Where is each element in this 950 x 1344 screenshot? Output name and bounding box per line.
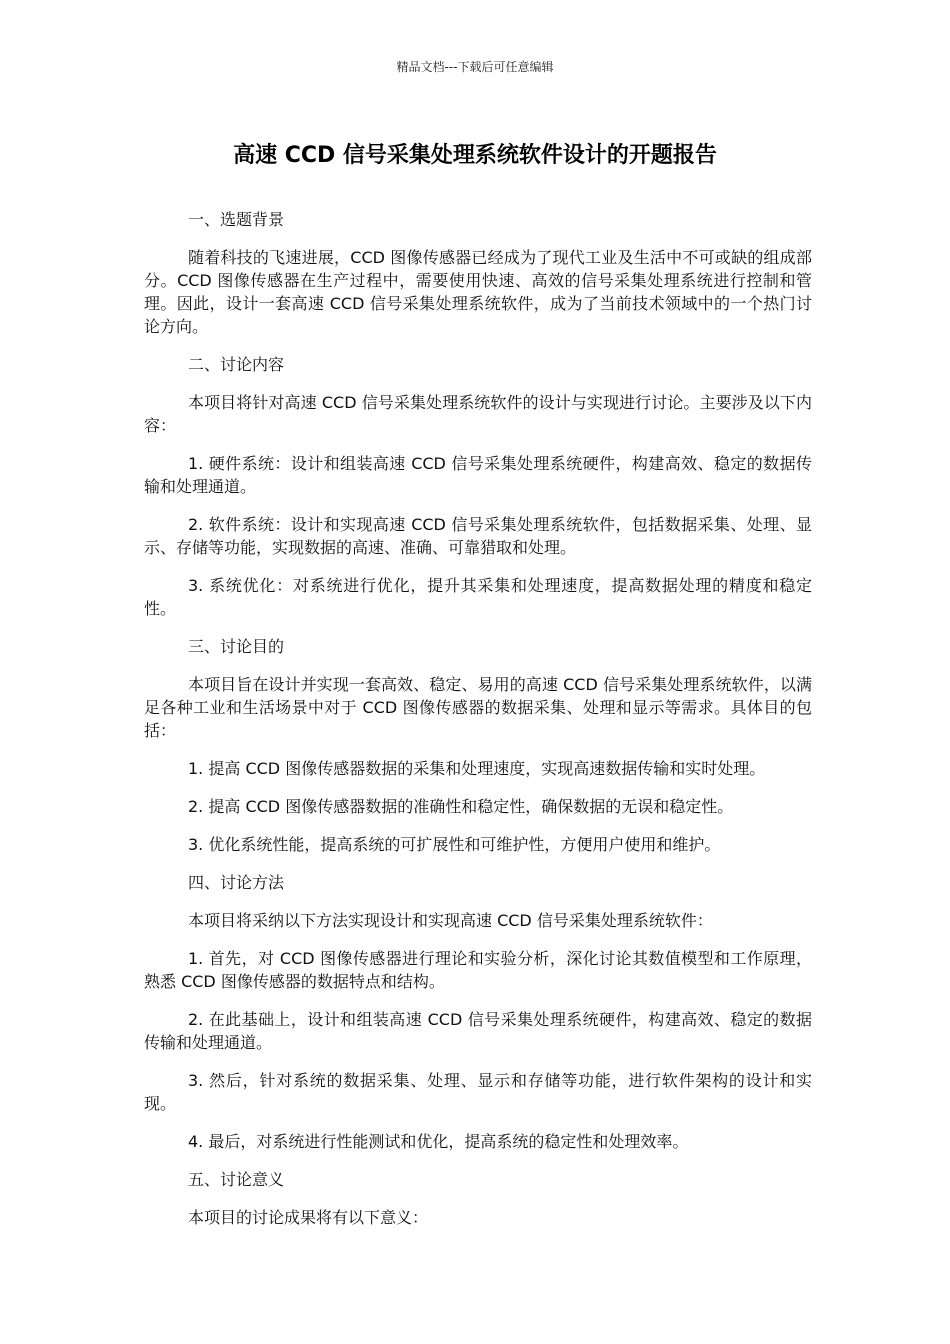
paragraph-method-item-4: 4. 最后，对系统进行性能测试和优化，提高系统的稳定性和处理效率。 bbox=[188, 1132, 689, 1151]
section-heading-method: 四、讨论方法 bbox=[188, 873, 285, 892]
paragraph-content-item-3: 3. 系统优化：对系统进行优化，提升其采集和处理速度，提高数据处理的精度和稳定性。 bbox=[144, 576, 812, 618]
section-heading-significance: 五、讨论意义 bbox=[188, 1170, 285, 1189]
document-title: 高速 CCD 信号采集处理系统软件设计的开题报告 bbox=[233, 143, 717, 168]
paragraph-purpose-intro: 本项目旨在设计并实现一套高效、稳定、易用的高速 CCD 信号采集处理系统软件，以满足各种工业和生活场景中对于 CCD 图像传感器的数据采集、处理和显示等需求。具体目的包括： bbox=[144, 675, 812, 740]
document-body bbox=[144, 208, 812, 1244]
paragraph-method-item-3: 3. 然后，针对系统的数据采集、处理、显示和存储等功能，进行软件架构的设计和实现。 bbox=[144, 1071, 812, 1113]
section-heading-purpose: 三、讨论目的 bbox=[188, 637, 285, 656]
section-heading-content: 二、讨论内容 bbox=[188, 355, 285, 374]
paragraph-background: 随着科技的飞速进展，CCD 图像传感器已经成为了现代工业及生活中不可或缺的组成部分。CCD 图像传感器在生产过程中，需要使用快速、高效的信号采集处理系统进行控制和管理。因此，设计一套高速 CCD 信号采集处理系统软件，成为了当前技术领域中的一个热门讨论方向。 bbox=[144, 248, 812, 336]
page-header-note: 精品文档---下载后可任意编辑 bbox=[396, 60, 554, 74]
paragraph-purpose-item-2: 2. 提高 CCD 图像传感器数据的准确性和稳定性，确保数据的无误和稳定性。 bbox=[188, 797, 734, 816]
section-heading-background: 一、选题背景 bbox=[188, 210, 285, 229]
paragraph-purpose-item-1: 1. 提高 CCD 图像传感器数据的采集和处理速度，实现高速数据传输和实时处理。 bbox=[188, 759, 766, 778]
paragraph-method-item-1: 1. 首先，对 CCD 图像传感器进行理论和实验分析，深化讨论其数值模型和工作原理，熟悉 CCD 图像传感器的数据特点和结构。 bbox=[144, 949, 812, 991]
paragraph-significance-intro: 本项目的讨论成果将有以下意义： bbox=[188, 1208, 429, 1227]
paragraph-method-item-2: 2. 在此基础上，设计和组装高速 CCD 信号采集处理系统硬件，构建高效、稳定的数据传输和处理通道。 bbox=[144, 1010, 812, 1052]
paragraph-content-item-2: 2. 软件系统：设计和实现高速 CCD 信号采集处理系统软件，包括数据采集、处理、显示、存储等功能，实现数据的高速、准确、可靠猎取和处理。 bbox=[144, 515, 812, 557]
paragraph-method-intro: 本项目将采纳以下方法实现设计和实现高速 CCD 信号采集处理系统软件： bbox=[188, 911, 713, 930]
paragraph-purpose-item-3: 3. 优化系统性能，提高系统的可扩展性和可维护性，方便用户使用和维护。 bbox=[188, 835, 721, 854]
paragraph-content-item-1: 1. 硬件系统：设计和组装高速 CCD 信号采集处理系统硬件，构建高效、稳定的数据传输和处理通道。 bbox=[144, 454, 812, 496]
paragraph-content-intro: 本项目将针对高速 CCD 信号采集处理系统软件的设计与实现进行讨论。主要涉及以下内容： bbox=[144, 393, 812, 435]
